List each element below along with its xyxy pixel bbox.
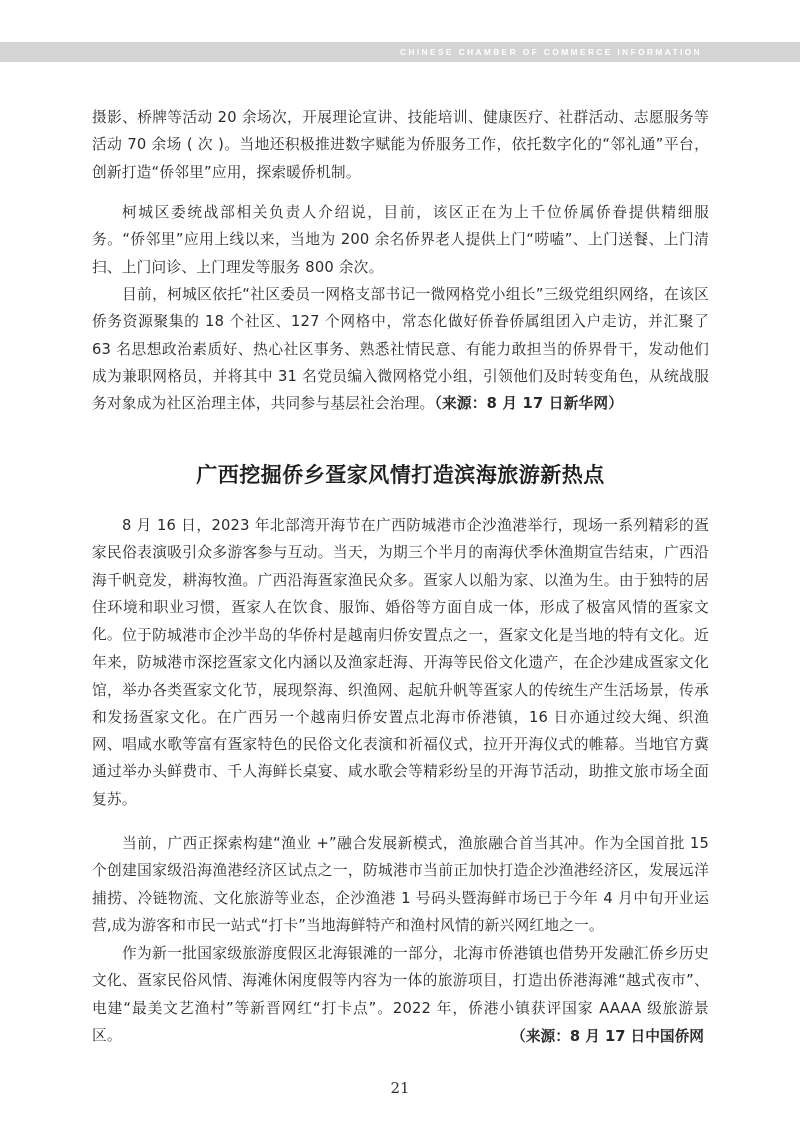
article1-paragraph-3-text: 目前，柯城区依托“社区委员一网格支部书记一微网格党小组长”三级党组织网络，在该区侨务资源聚集的 18 个社区、127 个网格中，常态化做好侨眷侨属组团入户走访，并汇聚了 63 名思想政治素质好、热心社区事务、熟悉社情民意、有能力敢担当的侨界骨干，发动他们成为兼职网格员，并将其中 31 名党员编入微网格党小组，引领他们及时转变角色，从统战服务对象成为社区治理主体，共同参与基层社会治理。 <box>92 286 709 413</box>
article1-paragraph-2: 柯城区委统战部相关负责人介绍说，目前，该区正在为上千位侨属侨眷提供精细服务。“侨邻里”应用上线以来，当地为 200 余名侨界老人提供上门“唠嗑”、上门送餐、上门清扫、上门问诊、上门理发等服务 800 余次。 <box>92 204 709 276</box>
article2-paragraph-1: 8 月 16 日，2023 年北部湾开海节在广西防城港市企沙渔港举行，现场一系列精彩的疍家民俗表演吸引众多游客参与互动。当天，为期三个半月的南海伏季休渔期宣告结束，广西沿海千帆竞发，耕海牧渔。广西沿海疍家渔民众多。疍家人以船为家、以渔为生。由于独特的居住环境和职业习惯，疍家人在饮食、服饰、婚俗等方面自成一体，形成了极富风情的疍家文化。 <box>92 517 709 644</box>
article2-paragraph-2: 位于防城港市企沙半岛的华侨村是越南归侨安置点之一，疍家文化是当地的特有文化。近年来，防城港市深挖疍家文化内涵以及渔家赶海、开海等民俗文化遗产，在企沙建成疍家文化馆，举办各类疍家文化节，展现祭海、织渔网、起航升帆等疍家人的传统生产生活场景，传承和发扬疍家文化。在广西另一个越南归侨安置点北海市侨港镇，16 日亦通过绞大绳、织渔网、唱咸水歌等富有疍家特色的民俗文化表演和祈福仪式，拉开开海仪式的帷幕。当地官方冀通过举办头鲜费市、千人海鲜长桌宴、咸水歌会等精彩纷呈的开海节活动，助推文旅市场全面复苏。 <box>92 627 709 808</box>
article2-paragraph-4: 作为新一批国家级旅游度假区北海银滩的一部分，北海市侨港镇也借势开发融汇侨乡历史文化、疍家民俗风情、海滩休闲度假等内容为一体的旅游项目，打造出侨港海滩“越式夜市”、电建“最美文艺渔村”等新晋网红“打卡点”。2022 年，侨港小镇获评国家 AAAA 级旅游景区。 <box>92 945 709 1044</box>
running-header: CHINESE CHAMBER OF COMMERCE INFORMATION <box>399 47 702 57</box>
article2-paragraph-3: 当前，广西正探索构建“渔业 +”融合发展新模式，渔旅融合首当其冲。作为全国首批 15 个创建国家级沿海渔港经济区试点之一，防城港市当前正加快打造企沙渔港经济区，发展远洋捕捞、冷链物流、文化旅游等业态，企沙渔港 1 号码头暨海鲜市场已于今年 4 月中旬开业运营,成为游客和市民一站式“打卡”当地海鲜特产和渔村风情的新兴网红地之一。 <box>92 835 709 934</box>
article2-title: 广西挖掘侨乡疍家风情打造滨海旅游新热点 <box>196 463 605 487</box>
article1-paragraph-1: 摄影、桥牌等活动 20 余场次，开展理论宣讲、技能培训、健康医疗、社群活动、志愿服务等活动 70 余场 ( 次 )。当地还积极推进数字赋能为侨服务工作，依托数字化的“邻礼通”平台，创新打造“侨邻里”应用，探索暖侨机制。 <box>92 109 709 181</box>
article2-source: （来源：8 月 17 日中国侨网 <box>511 1028 704 1045</box>
page-number: 21 <box>390 1079 410 1097</box>
article1-source: （来源：8 月 17 日新华网） <box>434 395 624 413</box>
article1-paragraph-3 <box>92 281 709 417</box>
